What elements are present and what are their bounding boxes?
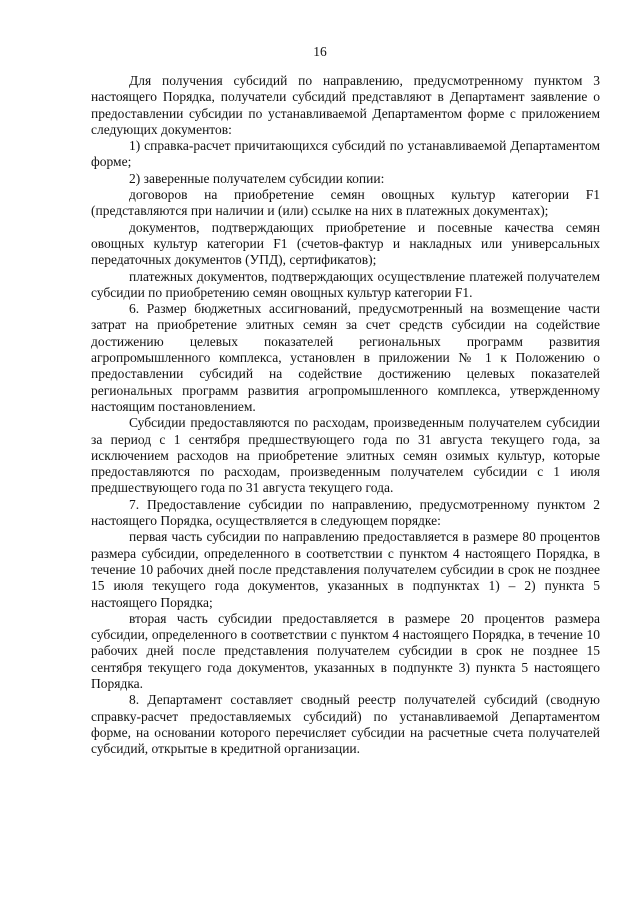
page-number: 16 (313, 44, 327, 59)
paragraph-application-requirements: Для получения субсидий по направлению, предусмотренному пунктом 3 настоящего Порядка, получатели субсидий представляют в Департамент заявление о предоставлении субсидии по устанавливаемой Департаментом форме с приложением следующих документов: (91, 73, 600, 137)
paragraph-item-2: 2) заверенные получателем субсидии копии: (129, 170, 385, 186)
paragraph-section-8: 8. Департамент составляет сводный реестр получателей субсидий (сводную справку-расчет предоставляемых субсидий) по устанавливаемой Департаментом форме, на основании которого перечисляет субсидии на расчетные счета получателей субсидий, открытые в кредитной организации. (91, 692, 600, 757)
paragraph-item-1: 1) справка-расчет причитающихся субсидий по устанавливаемой Департаментом форме; (91, 138, 600, 170)
document-body (91, 73, 600, 757)
paragraph-first-part: первая часть субсидии по направлению предоставляется в размере 80 процентов размера субсидии, определенного в соответствии с пунктом 4 настоящего Порядка, в течение 10 рабочих дней после представления получателем субсидии в срок не позднее 15 июля текущего года документов, указанных в подпунктах 1) – 2) пункта 5 настоящего Порядка; (91, 529, 600, 610)
paragraph-section-7: 7. Предоставление субсидии по направлению, предусмотренному пунктом 2 настоящего Порядка, осуществляется в следующем порядке: (91, 496, 600, 529)
paragraph-seed-documents: документов, подтверждающих приобретение и посевные качества семян овощных культур категории F1 (счетов-фактур и накладных или универсальных передаточных документов (УПД), сертификатов); (91, 219, 600, 268)
paragraph-section-6: 6. Размер бюджетных ассигнований, предусмотренный на возмещение части затрат на приобретение элитных семян за счет средств субсидии на содействие достижению целевых показателей региональных программ развития агропромышленного комплекса, установлен в приложении № 1 к Положению о предоставлении субсидий на содействие достижению целевых показателей региональных программ развития агропромышленного комплекса, утвержденному настоящим постановлением. (91, 301, 600, 414)
paragraph-second-part: вторая часть субсидии предоставляется в размере 20 процентов размера субсидии, определенного в соответствии с пунктом 4 настоящего Порядка, в течение 10 рабочих дней после представления получателем субсидии в срок не позднее 15 сентября текущего года документов, указанных в подпункте 3) пункта 5 настоящего Порядка. (91, 610, 600, 691)
paragraph-payment-documents: платежных документов, подтверждающих осуществление платежей получателем субсидии по приобретению семян овощных культур категории F1. (91, 268, 600, 300)
paragraph-subsidy-period: Субсидии предоставляются по расходам, произведенным получателем субсидии за период с 1 сентября предшествующего года по 31 августа текущего года, за исключением расходов на приобретение элитных семян озимых культур, которые предоставляются по расходам, произведенным получателем субсидии с 1 июля предшествующего года по 31 августа текущего года. (91, 415, 600, 496)
paragraph-contracts: договоров на приобретение семян овощных культур категории F1 (представляются при наличии и (или) ссылке на них в платежных документах); (91, 187, 600, 219)
